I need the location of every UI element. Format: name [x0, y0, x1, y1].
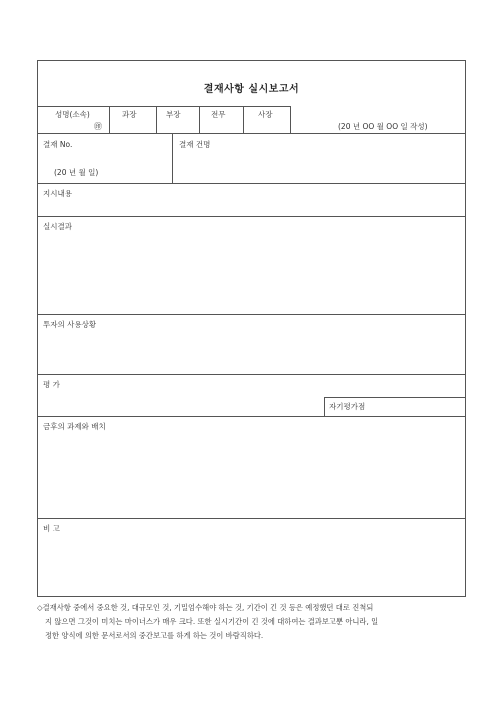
position-director: 부장: [166, 110, 181, 119]
position-president: 사장: [258, 110, 273, 119]
position-manager: 과장: [122, 110, 137, 119]
investment-label: 투자의 사용상황: [43, 320, 97, 329]
decision-no-label: 결재 No.: [43, 140, 73, 149]
footnote: [37, 601, 469, 643]
remarks-label: 비 고: [43, 524, 60, 533]
self-eval-label: 자기평가점: [329, 402, 366, 411]
name-label: 성명(소속): [55, 110, 90, 119]
seal-mark: ㊞: [94, 122, 102, 131]
future-label: 금후의 과제와 배치: [43, 422, 106, 431]
footnote-line-1: ◇결재사항 중에서 중요한 것, 대규모인 것, 기밀엄수해야 하는 것, 기간이 긴 것 등은 예정했던 대로 진척되: [37, 603, 374, 612]
footnote-line-3: 정한 양식에 의한 문서로서의 중간보고를 하게 하는 것이 바람직하다.: [45, 631, 264, 640]
position-executive: 전무: [211, 110, 226, 119]
report-date: (20 년 OO 월 OO 일 작성): [338, 122, 428, 131]
decision-date: (20 년 월 일): [54, 168, 99, 177]
instructions-label: 지시내용: [43, 189, 72, 198]
decision-subject-label: 결재 건명: [179, 140, 211, 149]
report-form: [37, 60, 466, 597]
results-label: 실시결과: [43, 222, 72, 231]
page-title: 결재사항 실시보고서: [203, 84, 300, 95]
footnote-line-2: 지 않으면 그것이 미치는 마이너스가 매우 크다. 또한 실시기간이 긴 것에 대하여는 결과보고뿐 아니라, 일: [45, 617, 379, 626]
evaluation-label: 평 가: [43, 380, 60, 389]
